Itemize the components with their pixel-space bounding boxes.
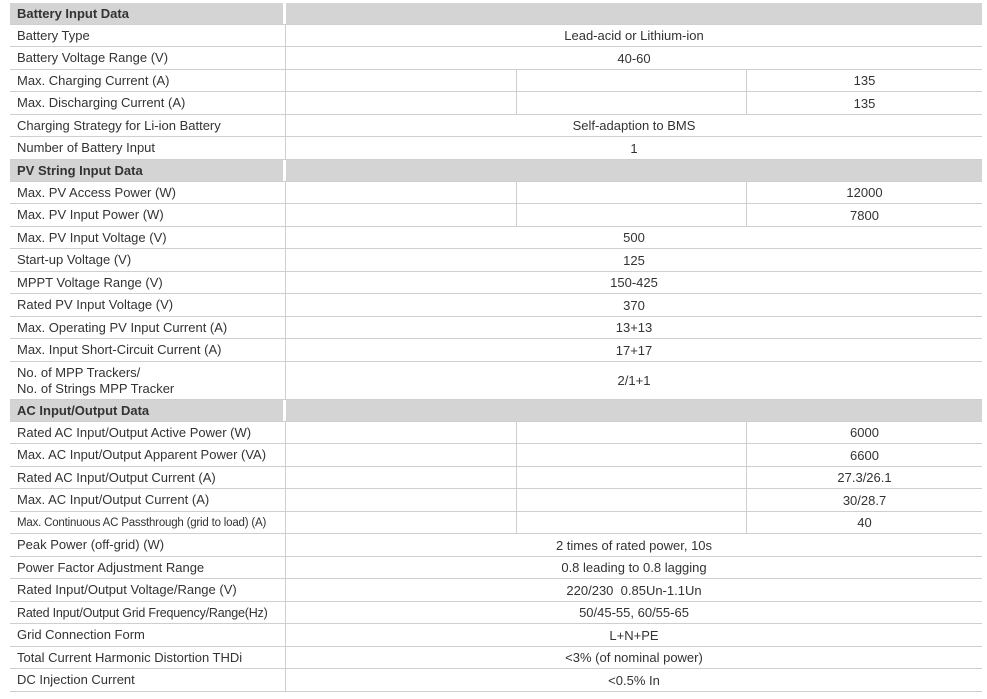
row-label: Max. Charging Current (A) xyxy=(10,70,286,91)
row-value: 27.3/26.1 xyxy=(837,470,892,485)
row-value: 13+13 xyxy=(615,320,653,335)
section-header-ac xyxy=(10,400,982,422)
table-row xyxy=(10,70,982,92)
section-title: Battery Input Data xyxy=(10,3,283,24)
row-label: Max. Input Short-Circuit Current (A) xyxy=(10,339,286,361)
table-row xyxy=(10,444,982,467)
row-value: 17+17 xyxy=(615,342,653,358)
spec-table xyxy=(10,3,982,692)
table-row xyxy=(10,92,982,115)
table-row xyxy=(10,115,982,137)
row-label: Max. PV Input Voltage (V) xyxy=(10,227,286,248)
table-row xyxy=(10,47,982,70)
table-row xyxy=(10,272,982,294)
row-label: Number of Battery Input xyxy=(10,137,286,159)
row-value: 7800 xyxy=(850,207,879,223)
row-value: 40 xyxy=(857,515,872,530)
row-label: Power Factor Adjustment Range xyxy=(10,557,286,578)
section-header-pv xyxy=(10,160,982,182)
table-row xyxy=(10,602,982,624)
table-row xyxy=(10,137,982,160)
section-header-battery xyxy=(10,3,982,25)
table-row xyxy=(10,422,982,444)
row-value: 1 xyxy=(630,140,638,156)
table-row xyxy=(10,339,982,362)
table-row xyxy=(10,25,982,47)
row-label: Rated Input/Output Grid Frequency/Range(Hz) xyxy=(10,602,286,623)
row-label: Rated AC Input/Output Active Power (W) xyxy=(10,422,286,443)
row-label: Max. Discharging Current (A) xyxy=(10,92,286,114)
row-label: MPPT Voltage Range (V) xyxy=(10,272,286,293)
row-label: Max. AC Input/Output Apparent Power (VA) xyxy=(10,444,286,466)
table-row xyxy=(10,624,982,647)
row-label: Total Current Harmonic Distortion THDi xyxy=(10,647,286,668)
row-label: DC Injection Current xyxy=(10,669,286,691)
row-value: 220/230 0.85Un-1.1Un xyxy=(566,582,702,598)
row-label: Charging Strategy for Li-ion Battery xyxy=(10,115,286,136)
row-label: Start-up Voltage (V) xyxy=(10,249,286,271)
row-label: Peak Power (off-grid) (W) xyxy=(10,534,286,556)
row-value: 135 xyxy=(853,73,876,88)
row-value: 125 xyxy=(623,252,645,268)
row-label: Max. AC Input/Output Current (A) xyxy=(10,489,286,511)
table-row xyxy=(10,249,982,272)
table-row xyxy=(10,579,982,602)
row-value: L+N+PE xyxy=(609,627,659,643)
row-label: Max. PV Access Power (W) xyxy=(10,182,286,203)
row-value: 40-60 xyxy=(617,50,651,66)
row-value: 50/45-55, 60/55-65 xyxy=(579,605,689,620)
row-value: Self-adaption to BMS xyxy=(572,118,696,133)
row-label xyxy=(10,362,286,399)
row-label: Battery Voltage Range (V) xyxy=(10,47,286,69)
table-row xyxy=(10,317,982,339)
row-value: 6600 xyxy=(850,447,879,463)
row-label-line1: No. of MPP Trackers/ xyxy=(17,364,141,380)
table-row xyxy=(10,534,982,557)
row-value: Lead-acid or Lithium-ion xyxy=(564,28,704,43)
row-value: 12000 xyxy=(846,185,883,200)
table-row xyxy=(10,204,982,227)
row-value: 30/28.7 xyxy=(842,492,887,508)
table-row xyxy=(10,227,982,249)
table-row xyxy=(10,294,982,317)
row-value: <0.5% In xyxy=(608,672,660,688)
section-title: PV String Input Data xyxy=(10,160,283,181)
table-row xyxy=(10,362,982,400)
table-row xyxy=(10,489,982,512)
section-title: AC Input/Output Data xyxy=(10,400,283,421)
table-row xyxy=(10,557,982,579)
row-value: 500 xyxy=(623,230,645,245)
row-value: 0.8 leading to 0.8 lagging xyxy=(561,560,707,575)
row-value: <3% (of nominal power) xyxy=(565,650,703,665)
row-label: Grid Connection Form xyxy=(10,624,286,646)
row-label: Max. PV Input Power (W) xyxy=(10,204,286,226)
row-label: Rated PV Input Voltage (V) xyxy=(10,294,286,316)
row-value: 370 xyxy=(623,297,645,313)
row-value: 135 xyxy=(853,95,876,111)
row-label: Rated Input/Output Voltage/Range (V) xyxy=(10,579,286,601)
row-label-line2: No. of Strings MPP Tracker xyxy=(17,380,175,396)
row-label: Rated AC Input/Output Current (A) xyxy=(10,467,286,488)
row-value: 6000 xyxy=(850,425,879,440)
table-row xyxy=(10,182,982,204)
row-label: Max. Continuous AC Passthrough (grid to load) (A) xyxy=(10,512,286,533)
table-row xyxy=(10,512,982,534)
table-row xyxy=(10,467,982,489)
table-row xyxy=(10,669,982,692)
row-label: Max. Operating PV Input Current (A) xyxy=(10,317,286,338)
row-label: Battery Type xyxy=(10,25,286,46)
row-value: 2 times of rated power, 10s xyxy=(555,537,713,553)
row-value: 2/1+1 xyxy=(617,373,651,388)
row-value: 150-425 xyxy=(610,275,658,290)
table-row xyxy=(10,647,982,669)
